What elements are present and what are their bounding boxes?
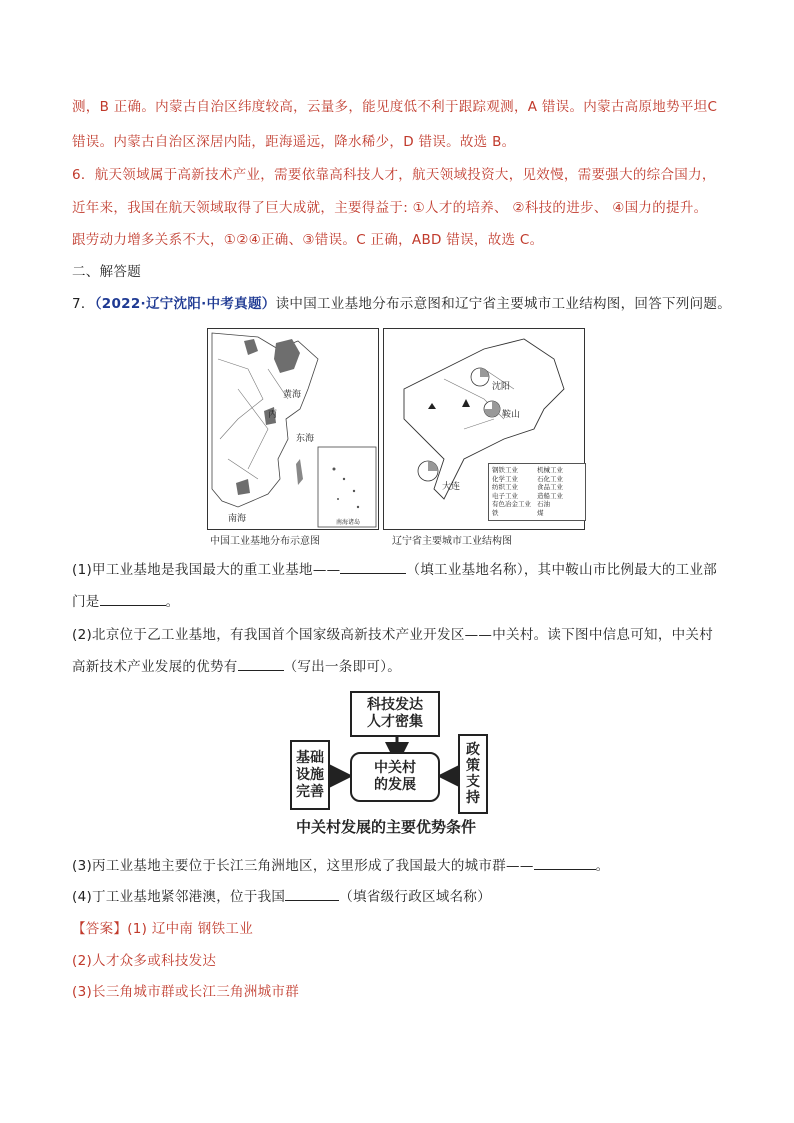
sub4-text-b: （填省级行政区域名称） — [339, 889, 492, 905]
legend-item: 机械工业 — [537, 466, 563, 474]
legend-item: 化学工业 — [492, 474, 518, 483]
sub3-text-a: (3)丙工业基地主要位于长江三角洲地区，这里形成了我国最大的城市群—— — [72, 858, 534, 874]
right-box-line-1: 政 — [466, 742, 480, 758]
explanation-line-3: 6．航天领域属于高新技术产业，需要依靠高科技人才，航天领域投资大，见效慢，需要强大的综合国力， — [72, 167, 716, 183]
answer-1: (1) 辽中南 钢铁工业 — [127, 921, 254, 937]
left-box-line-3: 完善 — [296, 783, 324, 800]
question-source: （2022·辽宁沈阳·中考真题） — [94, 296, 276, 312]
liaoning-industry-map — [383, 328, 585, 530]
section-heading: 二、解答题 — [72, 264, 141, 280]
legend-item: 钢铁工业 — [492, 466, 518, 474]
left-box-line-1: 基础 — [296, 749, 324, 766]
dalian-label: 大连 — [442, 482, 461, 492]
industry-legend — [488, 463, 586, 521]
explanation-line-2: 错误。内蒙古自治区深居内陆，距海遥远，降水稀少，D 错误。故选 B。 — [72, 134, 516, 150]
explanation-line-1: 测，B 正确。内蒙古自治区纬度较高，云量多，能见度低不利于跟踪观测，A 错误。内蒙古高原地势平坦C — [72, 99, 718, 115]
legend-item: 食品工业 — [537, 483, 563, 492]
china-map-caption: 中国工业基地分布示意图 — [210, 536, 320, 547]
dalian-pie-slice — [428, 461, 438, 471]
legend-item: 石油 — [537, 500, 550, 509]
diagram-center-box — [350, 752, 440, 802]
answer-line-2: (2)人才众多或科技发达 — [72, 953, 217, 969]
legend-item: 石化工业 — [537, 474, 563, 483]
legend-item: 纺织工业 — [492, 483, 518, 492]
diagram-top-box — [350, 691, 440, 737]
sub2-text-c: （写出一条即可）。 — [283, 659, 402, 675]
sub-question-2-cont — [72, 656, 401, 677]
shenyang-label: 沈阳 — [492, 382, 511, 392]
question-text: 读中国工业基地分布示意图和辽宁省主要城市工业结构图，回答下列问题。 — [275, 296, 731, 312]
explanation-line-5: 跟劳动力增多关系不大，①②④正确、③错误。C 正确，ABD 错误，故选 C。 — [72, 232, 544, 248]
answer-blank-4[interactable] — [534, 855, 596, 870]
liaoning-map-caption: 辽宁省主要城市工业结构图 — [392, 536, 512, 547]
taiwan-island — [296, 459, 303, 485]
sub2-text-b: 高新技术产业发展的优势有 — [72, 659, 238, 675]
sub4-text-a: (4)丁工业基地紧邻港澳，位于我国 — [72, 889, 286, 905]
right-box-line-3: 支 — [466, 774, 480, 790]
answer-blank-2[interactable] — [100, 591, 166, 606]
top-box-line-1: 科技发达 — [367, 697, 423, 713]
diagram-left-box — [290, 740, 330, 810]
south-sea-inset — [318, 447, 376, 527]
sub1-text-a: (1)甲工业基地是我国最大的重工业基地—— — [72, 562, 341, 578]
diagram-caption: 中关村发展的主要优势条件 — [296, 818, 477, 836]
diagram-right-box — [458, 734, 488, 814]
center-box-line-2: 的发展 — [374, 777, 416, 793]
legend-item: 煤 — [537, 508, 544, 517]
answer-label: 【答案】 — [72, 921, 128, 937]
legend-item: 铁 — [492, 508, 499, 517]
donghai-label: 东海 — [296, 434, 315, 444]
answer-line-1 — [72, 919, 253, 939]
center-box-line-1: 中关村 — [374, 760, 416, 776]
answer-blank-1[interactable] — [340, 559, 406, 574]
top-box-line-2: 人才密集 — [367, 714, 423, 730]
anshan-label: 鞍山 — [502, 410, 521, 420]
china-map-svg — [208, 329, 378, 529]
left-box-line-2: 设施 — [296, 766, 324, 783]
legend-item: 电子工业 — [492, 491, 518, 500]
right-box-line-4: 持 — [466, 790, 480, 806]
answer-line-3: (3)长三角城市群或长江三角洲城市群 — [72, 984, 300, 1000]
sub-question-1-cont — [72, 591, 179, 612]
legend-item: 造船工业 — [537, 491, 563, 500]
sub1-text-c: 门是 — [72, 594, 100, 610]
china-industrial-base-map — [207, 328, 379, 530]
answer-blank-3[interactable] — [238, 656, 284, 671]
question-number: 7． — [72, 296, 95, 312]
bing-label: 丙 — [268, 410, 278, 420]
sub-question-3 — [72, 855, 609, 876]
sub1-text-b: （填工业基地名称），其中鞍山市比例最大的工业部 — [406, 562, 718, 578]
sub-question-1 — [72, 559, 717, 580]
explanation-line-4: 近年来，我国在航天领域取得了巨大成就，主要得益于: ①人才的培养、 ②科技的进步、 ④国力的提升。 — [72, 200, 708, 216]
sub-question-2: (2)北京位于乙工业基地，有我国首个国家级高新技术产业开发区——中关村。读下图中信息可知，中关村 — [72, 627, 714, 643]
sub3-text-b: 。 — [595, 858, 610, 874]
question-7-stem — [72, 294, 731, 314]
legend-item: 有色冶金工业 — [492, 500, 531, 509]
answer-blank-5[interactable] — [285, 886, 339, 901]
sub1-text-d: 。 — [165, 594, 180, 610]
right-box-line-2: 策 — [466, 758, 480, 774]
nanhai-label: 南海 — [228, 514, 247, 524]
huanghai-label: 黄海 — [283, 390, 302, 400]
sub-question-4 — [72, 886, 491, 907]
mainland-outline — [212, 333, 318, 507]
inset-label: 南海诸岛 — [336, 519, 361, 526]
